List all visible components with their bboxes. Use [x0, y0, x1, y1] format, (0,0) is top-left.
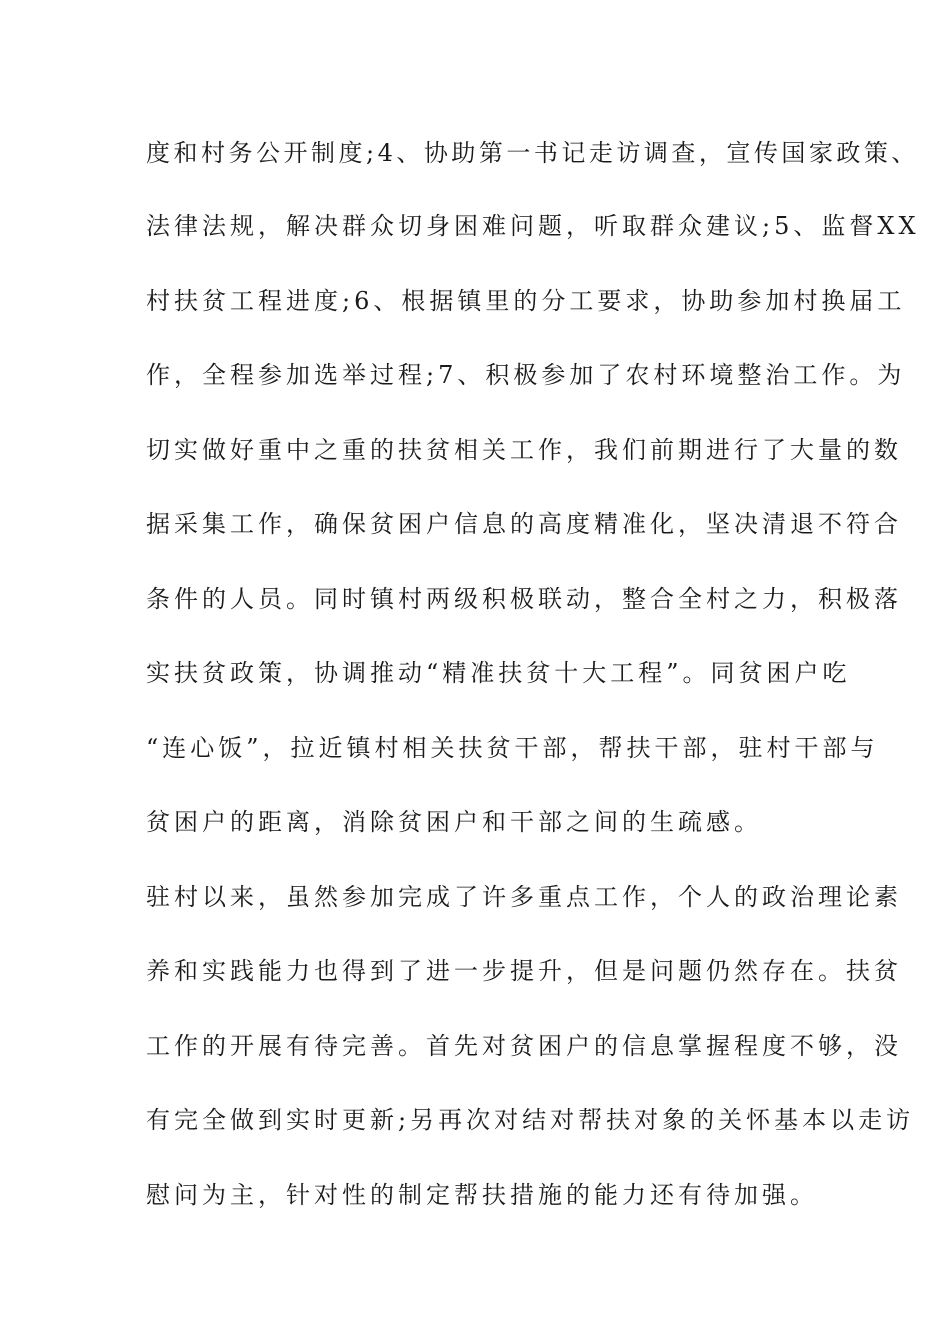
text-line: 实扶贫政策，协调推动“精准扶贫十大工程”。同贫困户吃 [146, 659, 851, 687]
text-line: 切实做好重中之重的扶贫相关工作，我们前期进行了大量的数 [146, 436, 902, 464]
text-line: 工作的开展有待完善。首先对贫困户的信息掌握程度不够，没 [146, 1032, 902, 1060]
text-line: 度和村务公开制度;4、协助第一书记走访调查，宣传国家政策、 [146, 139, 919, 167]
text-line: 条件的人员。同时镇村两级积极联动，整合全村之力，积极落 [146, 585, 902, 613]
text-line: 有完全做到实时更新;另再次对结对帮扶对象的关怀基本以走访 [146, 1106, 915, 1134]
text-line: 贫困户的距离，消除贫困户和干部之间的生疏感。 [146, 808, 762, 836]
text-line: “连心饭”，拉近镇村相关扶贫干部，帮扶干部，驻村干部与 [146, 734, 879, 762]
text-line: 法律法规，解决群众切身困难问题，听取群众建议;5、监督XX [146, 212, 920, 240]
text-line: 作，全程参加选举过程;7、积极参加了农村环境整治工作。为 [146, 361, 906, 389]
text-line: 驻村以来，虽然参加完成了许多重点工作，个人的政治理论素 [146, 883, 902, 911]
text-line: 据采集工作，确保贫困户信息的高度精准化，坚决清退不符合 [146, 510, 902, 538]
text-line: 养和实践能力也得到了进一步提升，但是问题仍然存在。扶贫 [146, 957, 902, 985]
text-line: 慰问为主，针对性的制定帮扶措施的能力还有待加强。 [146, 1181, 818, 1209]
text-line: 村扶贫工程进度;6、根据镇里的分工要求，协助参加村换届工 [146, 287, 906, 315]
